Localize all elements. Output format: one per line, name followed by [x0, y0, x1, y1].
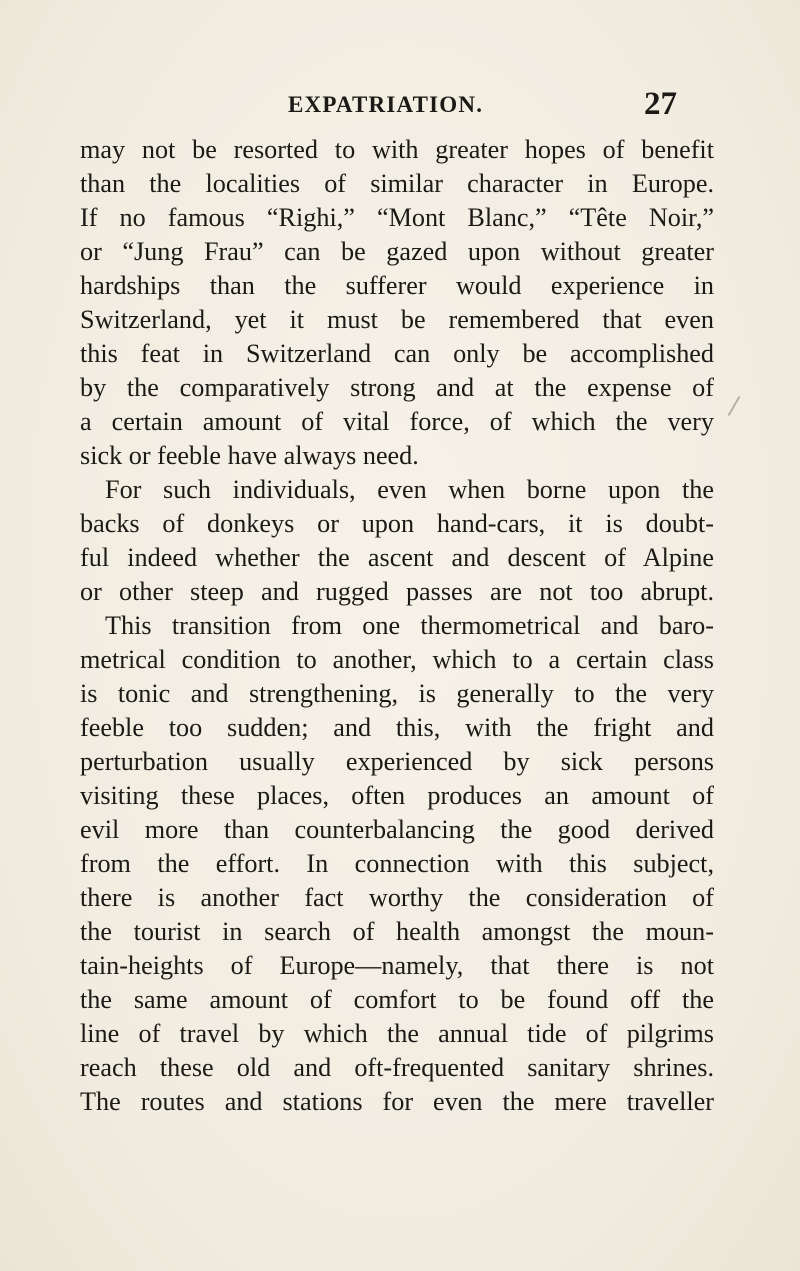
text-line: reach these old and oft-frequented sanitary shrines.: [80, 1053, 714, 1082]
text-line: metrical condition to another, which to a certain class: [80, 645, 714, 674]
body-text: [80, 133, 714, 1119]
running-head: EXPATRIATION.: [288, 92, 484, 117]
page-number: 27: [644, 86, 677, 122]
text-line: the tourist in search of health amongst the moun-: [80, 917, 714, 946]
text-line: backs of donkeys or upon hand-cars, it is doubt-: [80, 509, 714, 538]
text-line: or “Jung Frau” can be gazed upon without greater: [80, 237, 714, 266]
text-line: Switzerland, yet it must be remembered that even: [80, 305, 714, 334]
text-line: feeble too sudden; and this, with the fright and: [80, 713, 714, 742]
text-line: is tonic and strengthening, is generally to the very: [80, 679, 714, 708]
text-line: line of travel by which the annual tide of pilgrims: [80, 1019, 714, 1048]
text-line: ful indeed whether the ascent and descent of Alpine: [80, 543, 714, 572]
paragraph-last-line: or other steep and rugged passes are not too abrupt.: [80, 577, 714, 606]
text-line: than the localities of similar character in Europe.: [80, 169, 714, 198]
text-line: tain-heights of Europe—namely, that there is not: [80, 951, 714, 980]
paragraph-first-line: This transition from one thermometrical and baro-: [105, 611, 714, 640]
paragraph-last-line: sick or feeble have always need.: [80, 441, 419, 470]
text-line: visiting these places, often produces an amount of: [80, 781, 714, 810]
page-header: [0, 86, 800, 132]
paragraph-first-line: For such individuals, even when borne upon the: [105, 475, 714, 504]
text-line: The routes and stations for even the mere traveller: [80, 1087, 714, 1116]
text-line: may not be resorted to with greater hopes of benefit: [80, 135, 714, 164]
margin-pencil-mark: [728, 396, 741, 416]
text-line: evil more than counterbalancing the good derived: [80, 815, 714, 844]
text-line: If no famous “Righi,” “Mont Blanc,” “Tête Noir,”: [80, 203, 714, 232]
text-line: by the comparatively strong and at the expense of: [80, 373, 714, 402]
text-line: hardships than the sufferer would experience in: [80, 271, 714, 300]
text-line: there is another fact worthy the consideration of: [80, 883, 714, 912]
text-line: this feat in Switzerland can only be accomplished: [80, 339, 714, 368]
text-line: from the effort. In connection with this subject,: [80, 849, 714, 878]
text-line: perturbation usually experienced by sick persons: [80, 747, 714, 776]
text-line: the same amount of comfort to be found off the: [80, 985, 714, 1014]
text-line: a certain amount of vital force, of which the very: [80, 407, 714, 436]
